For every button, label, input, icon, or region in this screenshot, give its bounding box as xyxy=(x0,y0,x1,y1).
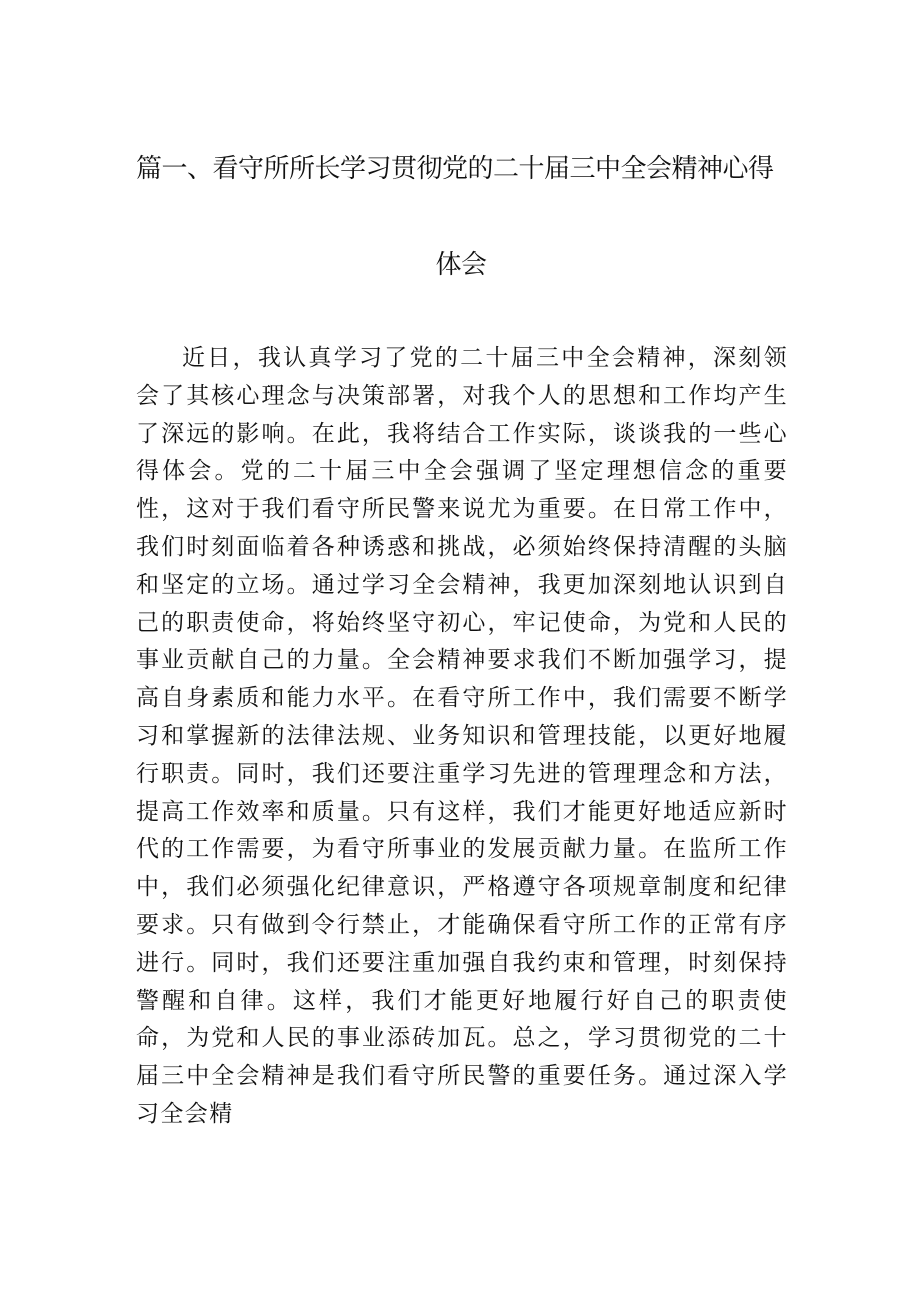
document-title-line1: 篇一、看守所所长学习贯彻党的二十届三中全会精神心得 xyxy=(136,154,774,184)
body-paragraph: 近日，我认真学习了党的二十届三中全会精神，深刻领会了其核心理念与决策部署，对我个人的思想和工作均产生了深远的影响。在此，我将结合工作实际，谈谈我的一些心得体会。党的二十届三中全会强调了坚定理想信念的重要性，这对于我们看守所民警来说尤为重要。在日常工作中，我们时刻面临着各种诱惑和挑战，必须始终保持清醒的头脑和坚定的立场。通过学习全会精神，我更加深刻地认识到自己的职责使命，将始终坚守初心，牢记使命，为党和人民的事业贡献自己的力量。全会精神要求我们不断加强学习，提高自身素质和能力水平。在看守所工作中，我们需要不断学习和掌握新的法律法规、业务知识和管理技能，以更好地履行职责。同时，我们还要注重学习先进的管理理念和方法，提高工作效率和质量。只有这样，我们才能更好地适应新时代的工作需要，为看守所事业的发展贡献力量。在监所工作中，我们必须强化纪律意识，严格遵守各项规章制度和纪律要求。只有做到令行禁止，才能确保看守所工作的正常有序进行。同时，我们还要注重加强自我约束和管理，时刻保持警醒和自律。这样，我们才能更好地履行好自己的职责使命，为党和人民的事业添砖加瓦。总之，学习贯彻党的二十届三中全会精神是我们看守所民警的重要任务。通过深入学习全会精 xyxy=(136,345,788,1127)
document-title-line2: 体会 xyxy=(435,250,487,280)
